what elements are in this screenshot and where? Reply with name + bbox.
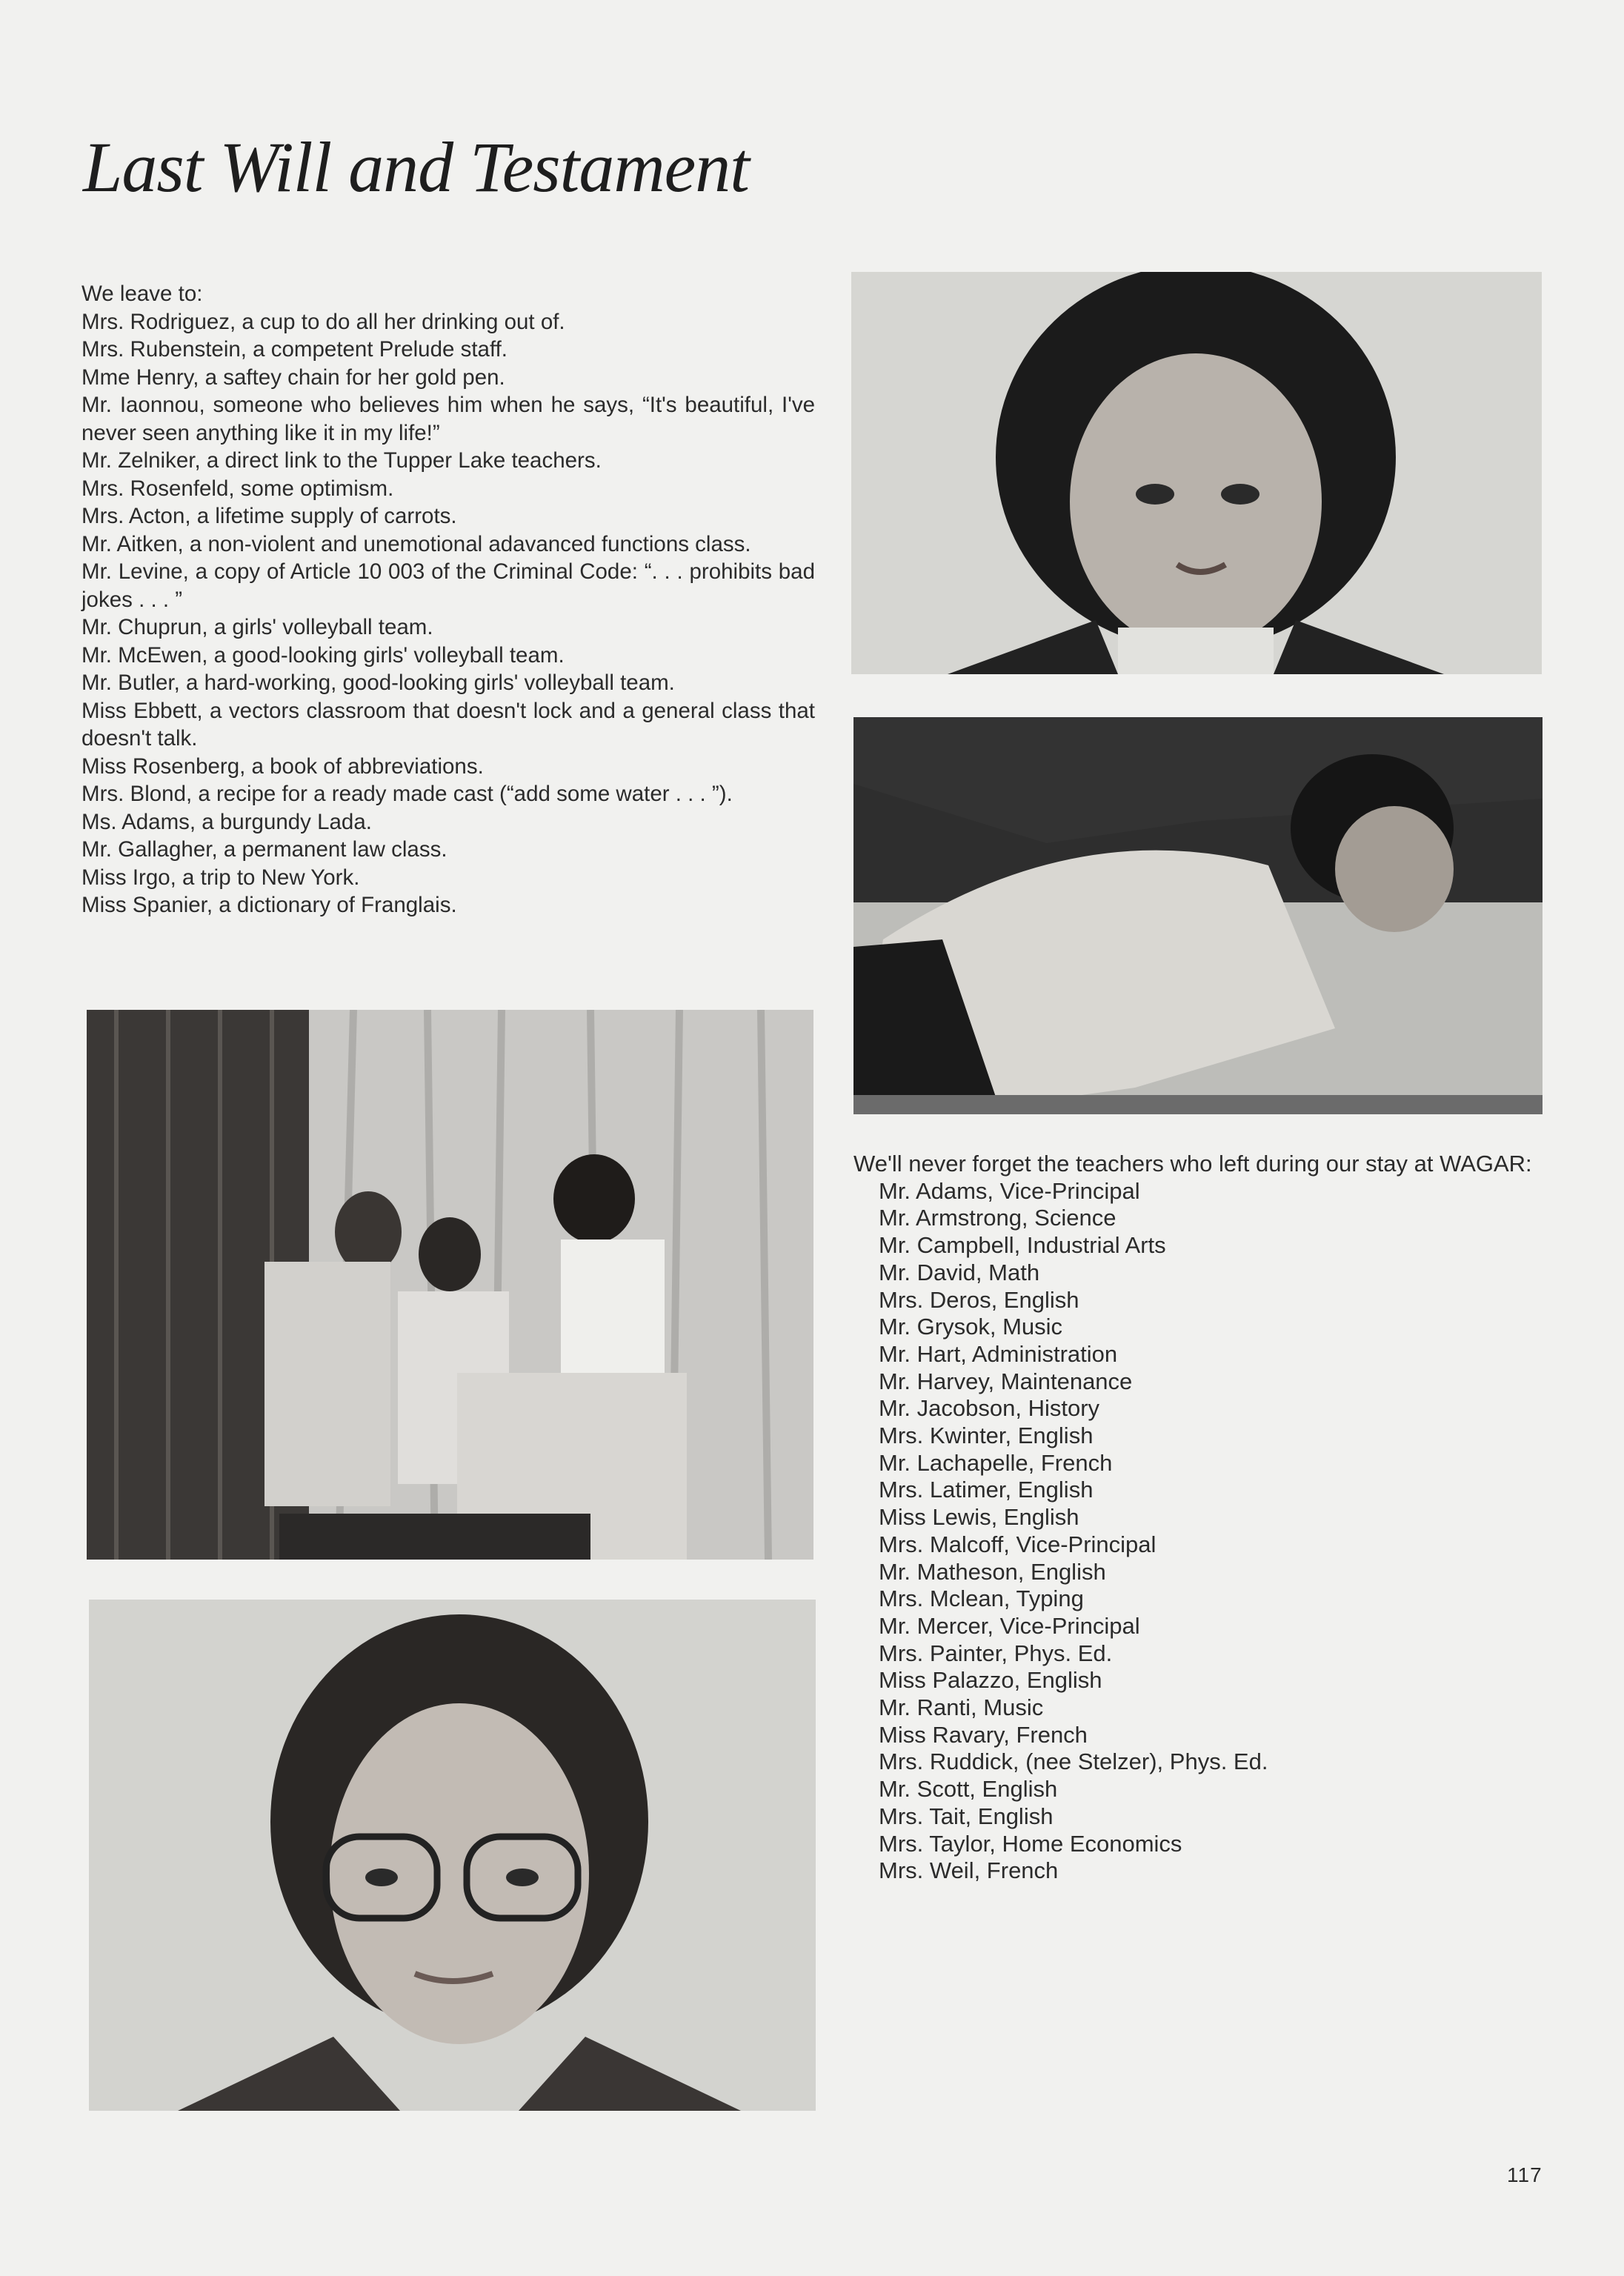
bequest-line: Mr. Iaonnou, someone who believes him when he says, “It's beautiful, I've never seen anything like it in my life!” <box>81 393 815 445</box>
departed-teacher-item: Mr. Hart, Administration <box>879 1340 1118 1367</box>
bequest-line: Mrs. Rosenfeld, some optimism. <box>81 476 394 501</box>
departed-teacher-item: Mrs. Taylor, Home Economics <box>879 1830 1182 1857</box>
departed-teacher-item: Mr. Mercer, Vice-Principal <box>879 1612 1140 1639</box>
bequest-line: Mme Henry, a saftey chain for her gold pen. <box>81 365 505 390</box>
bequest-line: Mrs. Acton, a lifetime supply of carrots. <box>81 504 457 528</box>
departed-teacher-item: Miss Lewis, English <box>879 1504 1079 1531</box>
photo-teacher-at-chalkboard <box>853 717 1543 1114</box>
departed-teacher-item: Mrs. Painter, Phys. Ed. <box>879 1640 1113 1666</box>
departed-teachers-section <box>853 1151 1548 1885</box>
bequest-line: Miss Ebbett, a vectors classroom that doesn't lock and a general class that doesn't talk. <box>81 698 815 751</box>
photo-teacher-portrait-dark-hair <box>851 272 1542 674</box>
departed-teacher-item: Mr. Scott, English <box>879 1776 1058 1803</box>
departed-teacher-item: Mrs. Tait, English <box>879 1803 1054 1829</box>
page-number: 117 <box>1507 2163 1543 2186</box>
bequest-line: Miss Irgo, a trip to New York. <box>81 865 360 890</box>
bequest-line: Mrs. Rodriguez, a cup to do all her drinking out of. <box>81 309 565 334</box>
departed-teachers-list <box>853 1178 1548 1885</box>
departed-teacher-item: Miss Palazzo, English <box>879 1667 1102 1694</box>
departed-teacher-item: Mr. Armstrong, Science <box>879 1205 1116 1231</box>
bequest-line: Mrs. Blond, a recipe for a ready made cast (“add some water . . . ”). <box>81 782 733 806</box>
departed-teacher-item: Mr. Lachapelle, French <box>879 1449 1113 1476</box>
bequest-line: Miss Spanier, a dictionary of Franglais. <box>81 893 457 917</box>
bequest-line: Miss Rosenberg, a book of abbreviations. <box>81 753 484 779</box>
bequest-line: Mr. Gallagher, a permanent law class. <box>81 837 447 862</box>
departed-teacher-item: Miss Ravary, French <box>879 1721 1088 1748</box>
departed-teacher-item: Mrs. Ruddick, (nee Stelzer), Phys. Ed. <box>879 1748 1268 1775</box>
bequests-intro: We leave to: <box>81 282 203 306</box>
departed-teacher-item: Mr. David, Math <box>879 1259 1040 1285</box>
departed-teacher-item: Mrs. Mclean, Typing <box>879 1585 1084 1612</box>
bequest-line: Mrs. Rubenstein, a competent Prelude staff. <box>81 337 508 362</box>
bequest-line: Ms. Adams, a burgundy Lada. <box>81 809 372 834</box>
departed-teacher-item: Mr. Grysok, Music <box>879 1314 1063 1340</box>
bequests-list <box>81 308 815 919</box>
page-title: Last Will and Testament <box>83 127 749 207</box>
photo-teacher-portrait-glasses <box>89 1600 816 2111</box>
bequest-line: Mr. Butler, a hard-working, good-looking girls' volleyball team. <box>81 671 675 695</box>
departed-teacher-item: Mrs. Deros, English <box>879 1286 1079 1313</box>
departed-teacher-item: Mr. Jacobson, History <box>879 1395 1100 1422</box>
departed-teacher-item: Mr. Matheson, English <box>879 1558 1106 1585</box>
departed-teacher-item: Mrs. Latimer, English <box>879 1477 1094 1503</box>
departed-teacher-item: Mr. Campbell, Industrial Arts <box>879 1232 1166 1259</box>
departed-teacher-item: Mr. Harvey, Maintenance <box>879 1368 1133 1394</box>
departed-teacher-item: Mr. Adams, Vice-Principal <box>879 1177 1140 1204</box>
departed-teacher-item: Mrs. Weil, French <box>879 1857 1059 1884</box>
departed-teacher-item: Mrs. Malcoff, Vice-Principal <box>879 1531 1157 1557</box>
photo-stage-group-at-podium <box>87 1010 813 1560</box>
bequest-line: Mr. Aitken, a non-violent and unemotional adavanced functions class. <box>81 531 751 556</box>
bequest-line: Mr. Zelniker, a direct link to the Tupper Lake teachers. <box>81 448 602 473</box>
departed-teacher-item: Mrs. Kwinter, English <box>879 1422 1094 1449</box>
bequest-line: Mr. McEwen, a good-looking girls' volleyball team. <box>81 642 565 668</box>
bequest-line: Mr. Chuprun, a girls' volleyball team. <box>81 615 433 639</box>
bequests-section <box>81 280 815 919</box>
bequest-line: Mr. Levine, a copy of Article 10 003 of the Criminal Code: “. . . prohibits bad jokes . . . ” <box>81 559 815 612</box>
departed-teachers-intro: We'll never forget the teachers who left during our stay at WAGAR: <box>853 1151 1532 1177</box>
departed-teacher-item: Mr. Ranti, Music <box>879 1694 1044 1721</box>
